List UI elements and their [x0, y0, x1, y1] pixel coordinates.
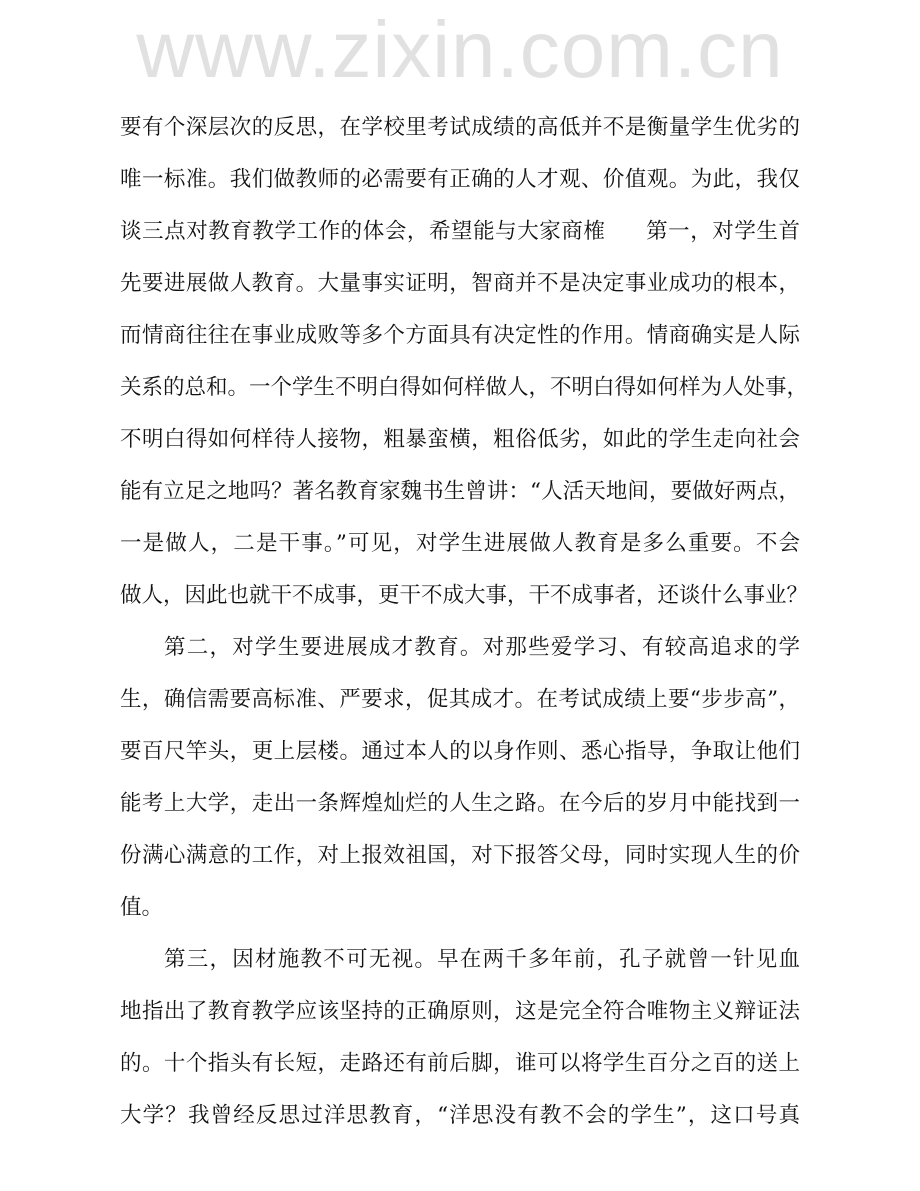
- text-line: 唯一标准。我们做教师的必需要有正确的人才观、价值观。为此，我仅: [120, 167, 800, 192]
- text-line: 不明白得如何样待人接物，粗暴蛮横，粗俗低劣，如此的学生走向社会: [120, 427, 800, 452]
- text-line: 做人，因此也就干不成事，更干不成大事，干不成事者，还谈什么事业？: [120, 583, 809, 608]
- text-line: 关系的总和。一个学生不明白得如何样做人，不明白得如何样为人处事，: [120, 375, 809, 400]
- text-line: 的。十个指头有长短，走路还有前后脚，谁可以将学生百分之百的送上: [120, 1051, 800, 1076]
- text-segment: 第一，对学生首: [645, 219, 800, 244]
- text-line: 大学？我曾经反思过洋思教育，“洋思没有教不会的学生”，这口号真: [120, 1103, 800, 1128]
- text-line: [120, 206, 800, 258]
- text-line: 地指出了教育教学应该坚持的正确原则，这是完全符合唯物主义辩证法: [120, 999, 800, 1024]
- text-line: 生，确信需要高标准、严要求，促其成才。在考试成绩上要“步步高”，: [120, 687, 800, 712]
- text-segment: 谈三点对教育教学工作的体会，希望能与大家商榷: [120, 219, 606, 244]
- paragraph-start-line: 第三，因材施教不可无视。早在两千多年前，孔子就曾一针见血: [164, 947, 800, 972]
- text-line: 而情商往往在事业成败等多个方面具有决定性的作用。情商确实是人际: [120, 323, 800, 348]
- text-line: 能考上大学，走出一条辉煌灿烂的人生之路。在今后的岁月中能找到一: [120, 791, 800, 816]
- text-line: 值。: [120, 895, 164, 920]
- text-line: 能有立足之地吗？著名教育家魏书生曾讲：“人活天地间，要做好两点，: [120, 479, 800, 504]
- paragraph-start-line: 第二，对学生要进展成才教育。对那些爱学习、有较高追求的学: [164, 635, 800, 660]
- watermark: www.zixin.com.cn: [136, 5, 784, 94]
- text-line: 一是做人，二是干事。”可见，对学生进展做人教育是多么重要。不会: [120, 531, 800, 556]
- text-line: 份满心满意的工作，对上报效祖国，对下报答父母，同时实现人生的价: [120, 843, 800, 868]
- text-line: 先要进展做人教育。大量事实证明，智商并不是决定事业成功的根本，: [120, 271, 800, 296]
- text-line: 要百尺竿头，更上层楼。通过本人的以身作则、悉心指导，争取让他们: [120, 739, 800, 764]
- document-body: [120, 102, 809, 1142]
- text-line: 要有个深层次的反思，在学校里考试成绩的高低并不是衡量学生优劣的: [120, 115, 800, 140]
